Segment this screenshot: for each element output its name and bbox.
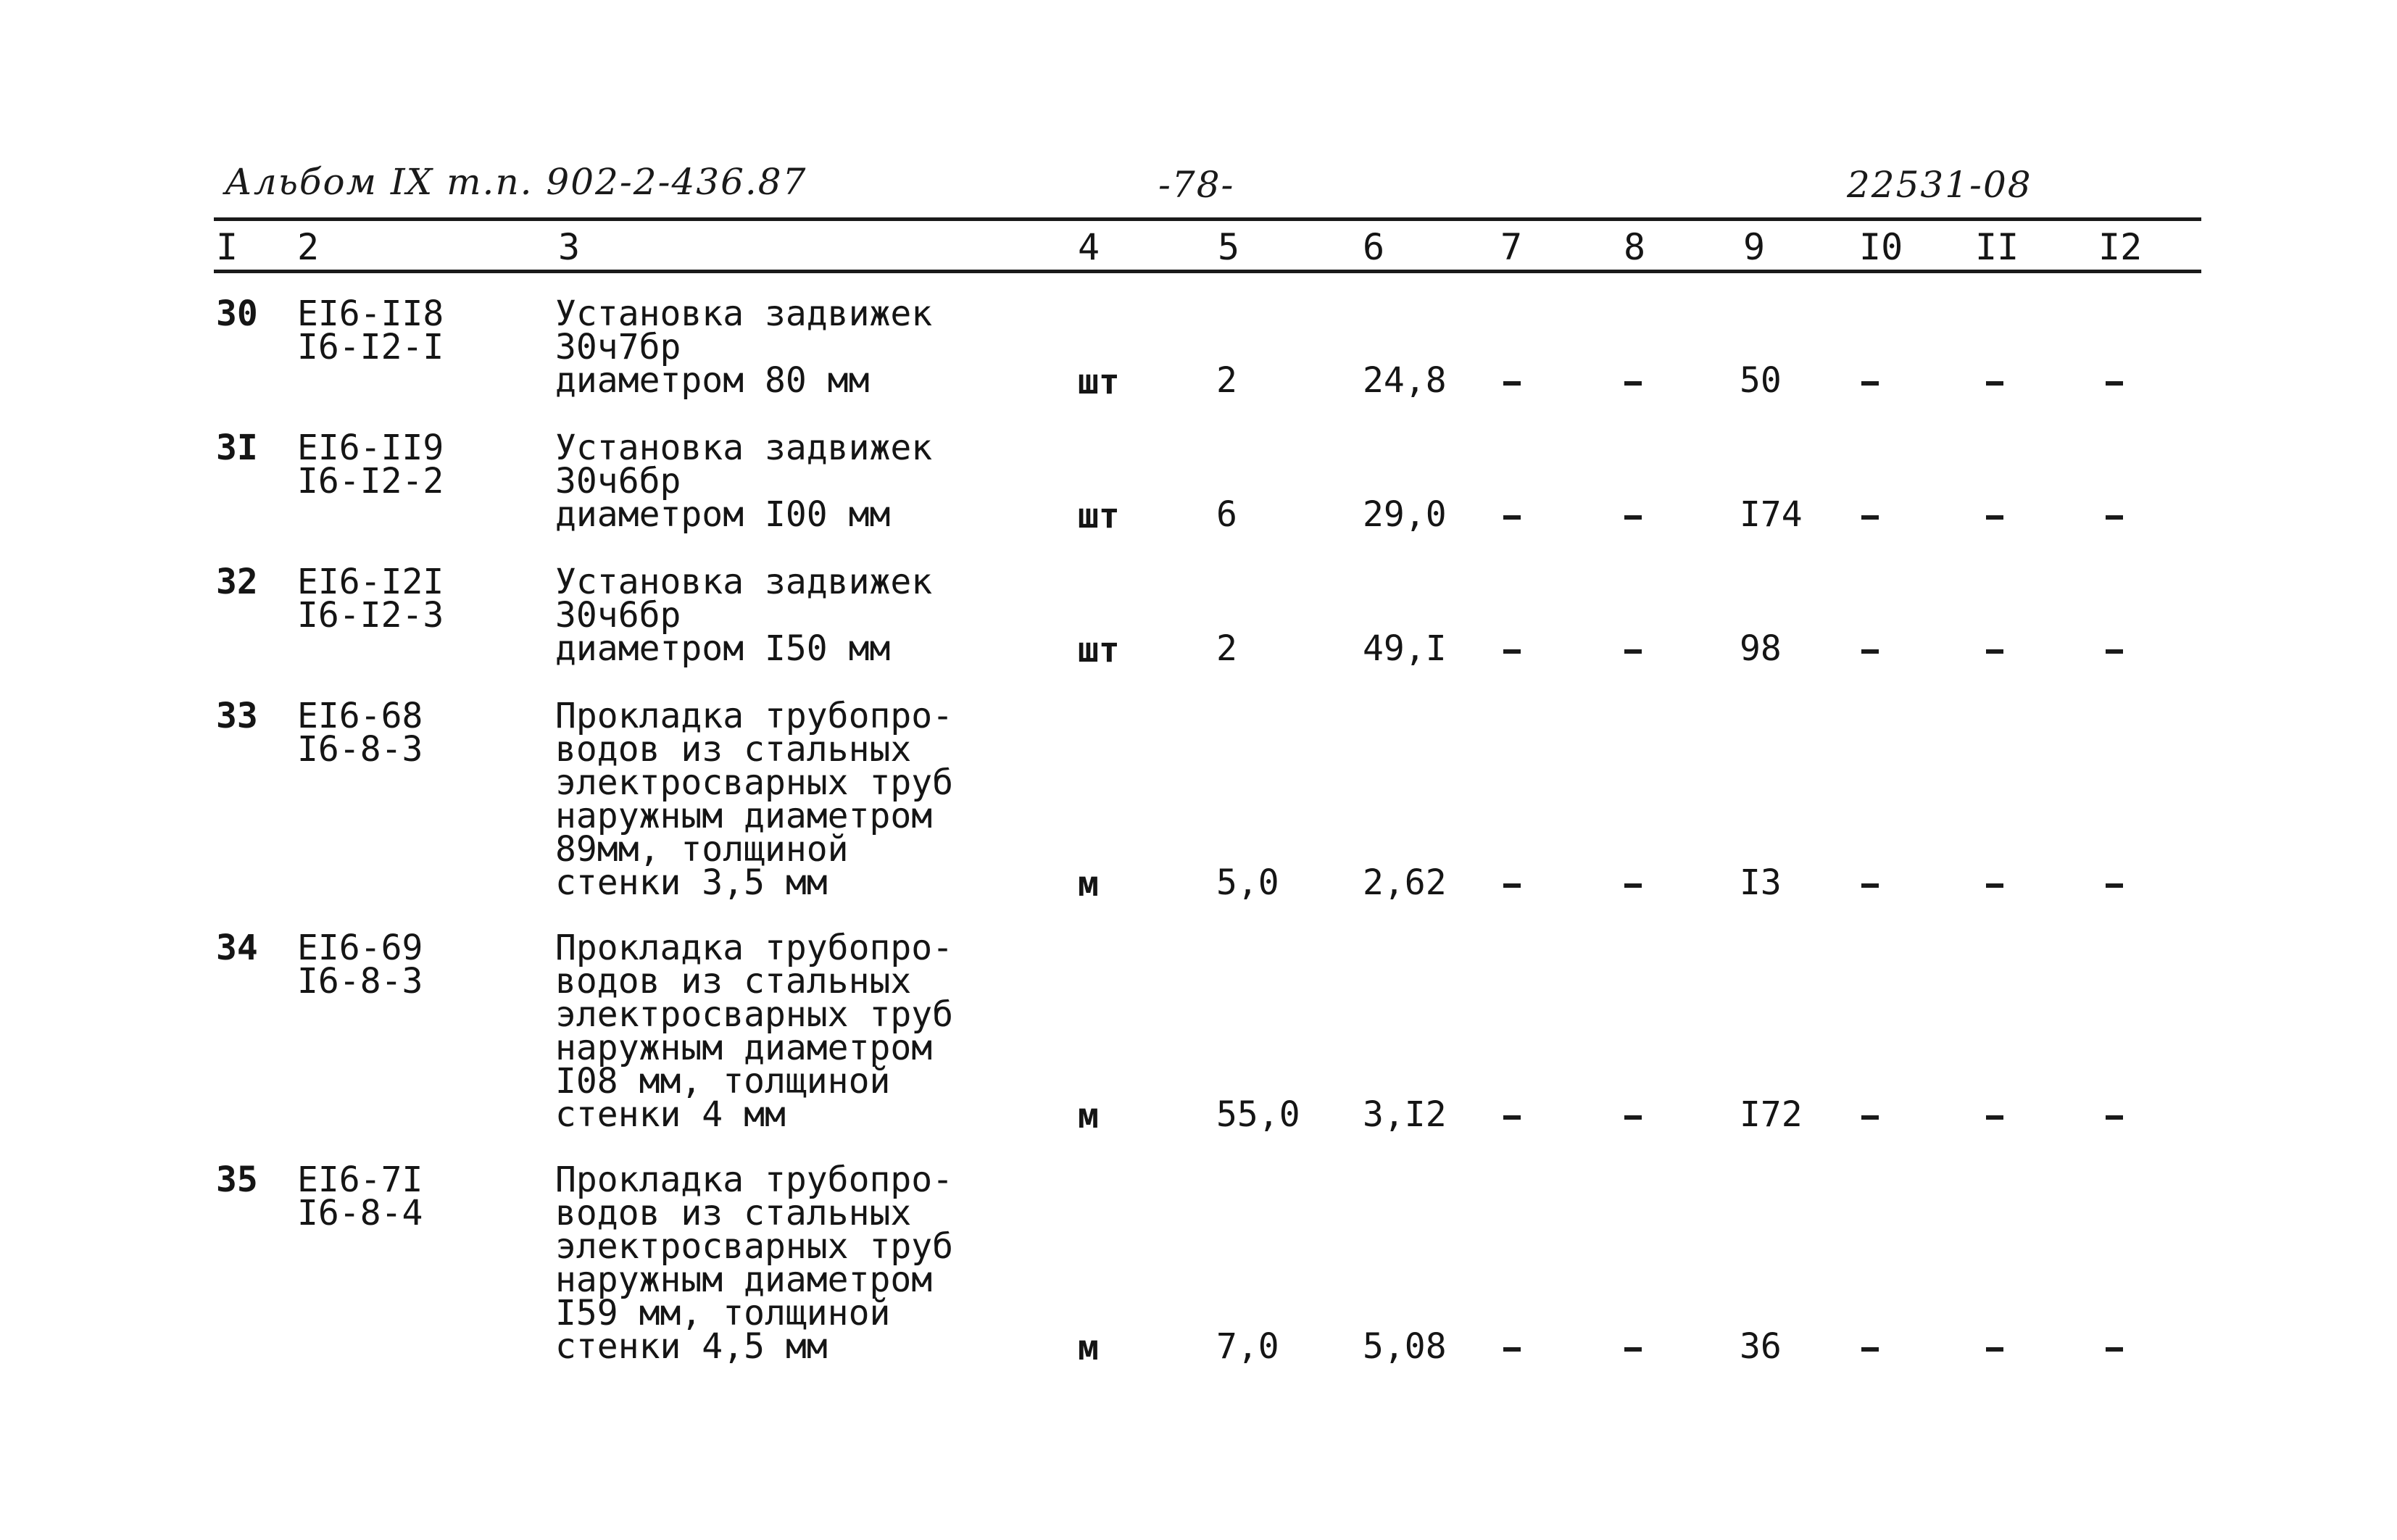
- column-number-8: 8: [1624, 226, 1646, 268]
- quantity: 5,0: [1216, 862, 1279, 903]
- work-description: Установка задвижек 30ч6бр диаметром I00 мм: [555, 428, 933, 535]
- column-number-7: 7: [1500, 226, 1523, 268]
- unit-price: 2,62: [1363, 862, 1447, 903]
- unit-price: 5,08: [1363, 1326, 1447, 1367]
- column-11-dash: [1986, 649, 2003, 654]
- column-10-dash: [1861, 1115, 1879, 1120]
- unit: шт: [1078, 496, 1120, 536]
- row-number: 34: [216, 928, 258, 968]
- column-number-6: 6: [1363, 226, 1385, 268]
- estimate-code: EI6-68: [297, 696, 423, 736]
- estimate-code: EI6-II9: [297, 428, 444, 468]
- column-number-12: I2: [2098, 226, 2143, 268]
- total-cost: I72: [1740, 1094, 1803, 1135]
- column-7-dash: [1503, 1347, 1521, 1352]
- column-12-dash: [2106, 515, 2123, 520]
- quantity: 2: [1216, 628, 1237, 669]
- column-11-dash: [1986, 1115, 2003, 1120]
- column-number-11: II: [1975, 226, 2019, 268]
- column-7-dash: [1503, 1115, 1521, 1120]
- unit: шт: [1078, 630, 1120, 670]
- column-number-5: 5: [1218, 226, 1240, 268]
- column-8-dash: [1624, 883, 1642, 888]
- unit: м: [1078, 864, 1099, 904]
- column-12-dash: [2106, 649, 2123, 654]
- column-8-dash: [1624, 1347, 1642, 1352]
- norm-code: I6-I2-I: [297, 327, 444, 367]
- column-11-dash: [1986, 515, 2003, 520]
- column-7-dash: [1503, 515, 1521, 520]
- unit-price: 49,I: [1363, 628, 1447, 669]
- column-11-dash: [1986, 883, 2003, 888]
- column-number-4: 4: [1078, 226, 1100, 268]
- table-top-rule: [214, 217, 2201, 221]
- document-code: 22531-08: [1847, 164, 2032, 206]
- work-description: Прокладка трубопро- водов из стальных электросварных труб наружным диаметром 89мм, толщиной стенки 3,5 мм: [555, 696, 954, 903]
- total-cost: 98: [1740, 628, 1782, 669]
- work-description: Прокладка трубопро- водов из стальных электросварных труб наружным диаметром I08 мм, толщиной стенки 4 мм: [555, 928, 954, 1135]
- row-number: 35: [216, 1160, 258, 1200]
- norm-code: I6-I2-3: [297, 595, 444, 636]
- column-12-dash: [2106, 883, 2123, 888]
- work-description: Установка задвижек 30ч7бр диаметром 80 мм: [555, 294, 933, 401]
- column-8-dash: [1624, 381, 1642, 386]
- total-cost: I74: [1740, 494, 1803, 535]
- unit: м: [1078, 1328, 1099, 1368]
- norm-code: I6-8-3: [297, 961, 423, 1002]
- column-12-dash: [2106, 1347, 2123, 1352]
- unit-price: 24,8: [1363, 360, 1447, 401]
- album-reference: Альбом IX т.п. 902-2-436.87: [225, 161, 807, 203]
- norm-code: I6-8-4: [297, 1193, 423, 1233]
- column-number-2: 2: [297, 226, 320, 268]
- column-7-dash: [1503, 381, 1521, 386]
- total-cost: 36: [1740, 1326, 1782, 1367]
- quantity: 6: [1216, 494, 1237, 535]
- total-cost: 50: [1740, 360, 1782, 401]
- column-number-1: I: [216, 226, 238, 268]
- estimate-code: EI6-7I: [297, 1160, 423, 1200]
- norm-code: I6-I2-2: [297, 461, 444, 501]
- column-header-rule: [214, 270, 2201, 273]
- row-number: 33: [216, 696, 258, 736]
- column-7-dash: [1503, 883, 1521, 888]
- column-10-dash: [1861, 1347, 1879, 1352]
- column-7-dash: [1503, 649, 1521, 654]
- row-number: 30: [216, 294, 258, 334]
- column-12-dash: [2106, 381, 2123, 386]
- column-11-dash: [1986, 1347, 2003, 1352]
- norm-code: I6-8-3: [297, 729, 423, 770]
- unit: м: [1078, 1096, 1099, 1136]
- column-11-dash: [1986, 381, 2003, 386]
- row-number: 3I: [216, 428, 258, 468]
- quantity: 7,0: [1216, 1326, 1279, 1367]
- estimate-code: EI6-69: [297, 928, 423, 968]
- column-8-dash: [1624, 515, 1642, 520]
- quantity: 55,0: [1216, 1094, 1300, 1135]
- column-10-dash: [1861, 381, 1879, 386]
- estimate-code: EI6-II8: [297, 294, 444, 334]
- row-number: 32: [216, 562, 258, 602]
- column-number-9: 9: [1743, 226, 1766, 268]
- unit: шт: [1078, 362, 1120, 402]
- unit-price: 29,0: [1363, 494, 1447, 535]
- estimate-code: EI6-I2I: [297, 562, 444, 602]
- quantity: 2: [1216, 360, 1237, 401]
- column-number-10: I0: [1859, 226, 1903, 268]
- work-description: Установка задвижек 30ч6бр диаметром I50 мм: [555, 562, 933, 669]
- unit-price: 3,I2: [1363, 1094, 1447, 1135]
- column-10-dash: [1861, 649, 1879, 654]
- total-cost: I3: [1740, 862, 1782, 903]
- column-10-dash: [1861, 515, 1879, 520]
- work-description: Прокладка трубопро- водов из стальных электросварных труб наружным диаметром I59 мм, толщиной стенки 4,5 мм: [555, 1160, 954, 1367]
- column-10-dash: [1861, 883, 1879, 888]
- column-8-dash: [1624, 649, 1642, 654]
- page-number: -78-: [1158, 164, 1235, 206]
- column-8-dash: [1624, 1115, 1642, 1120]
- column-number-3: 3: [558, 226, 581, 268]
- column-12-dash: [2106, 1115, 2123, 1120]
